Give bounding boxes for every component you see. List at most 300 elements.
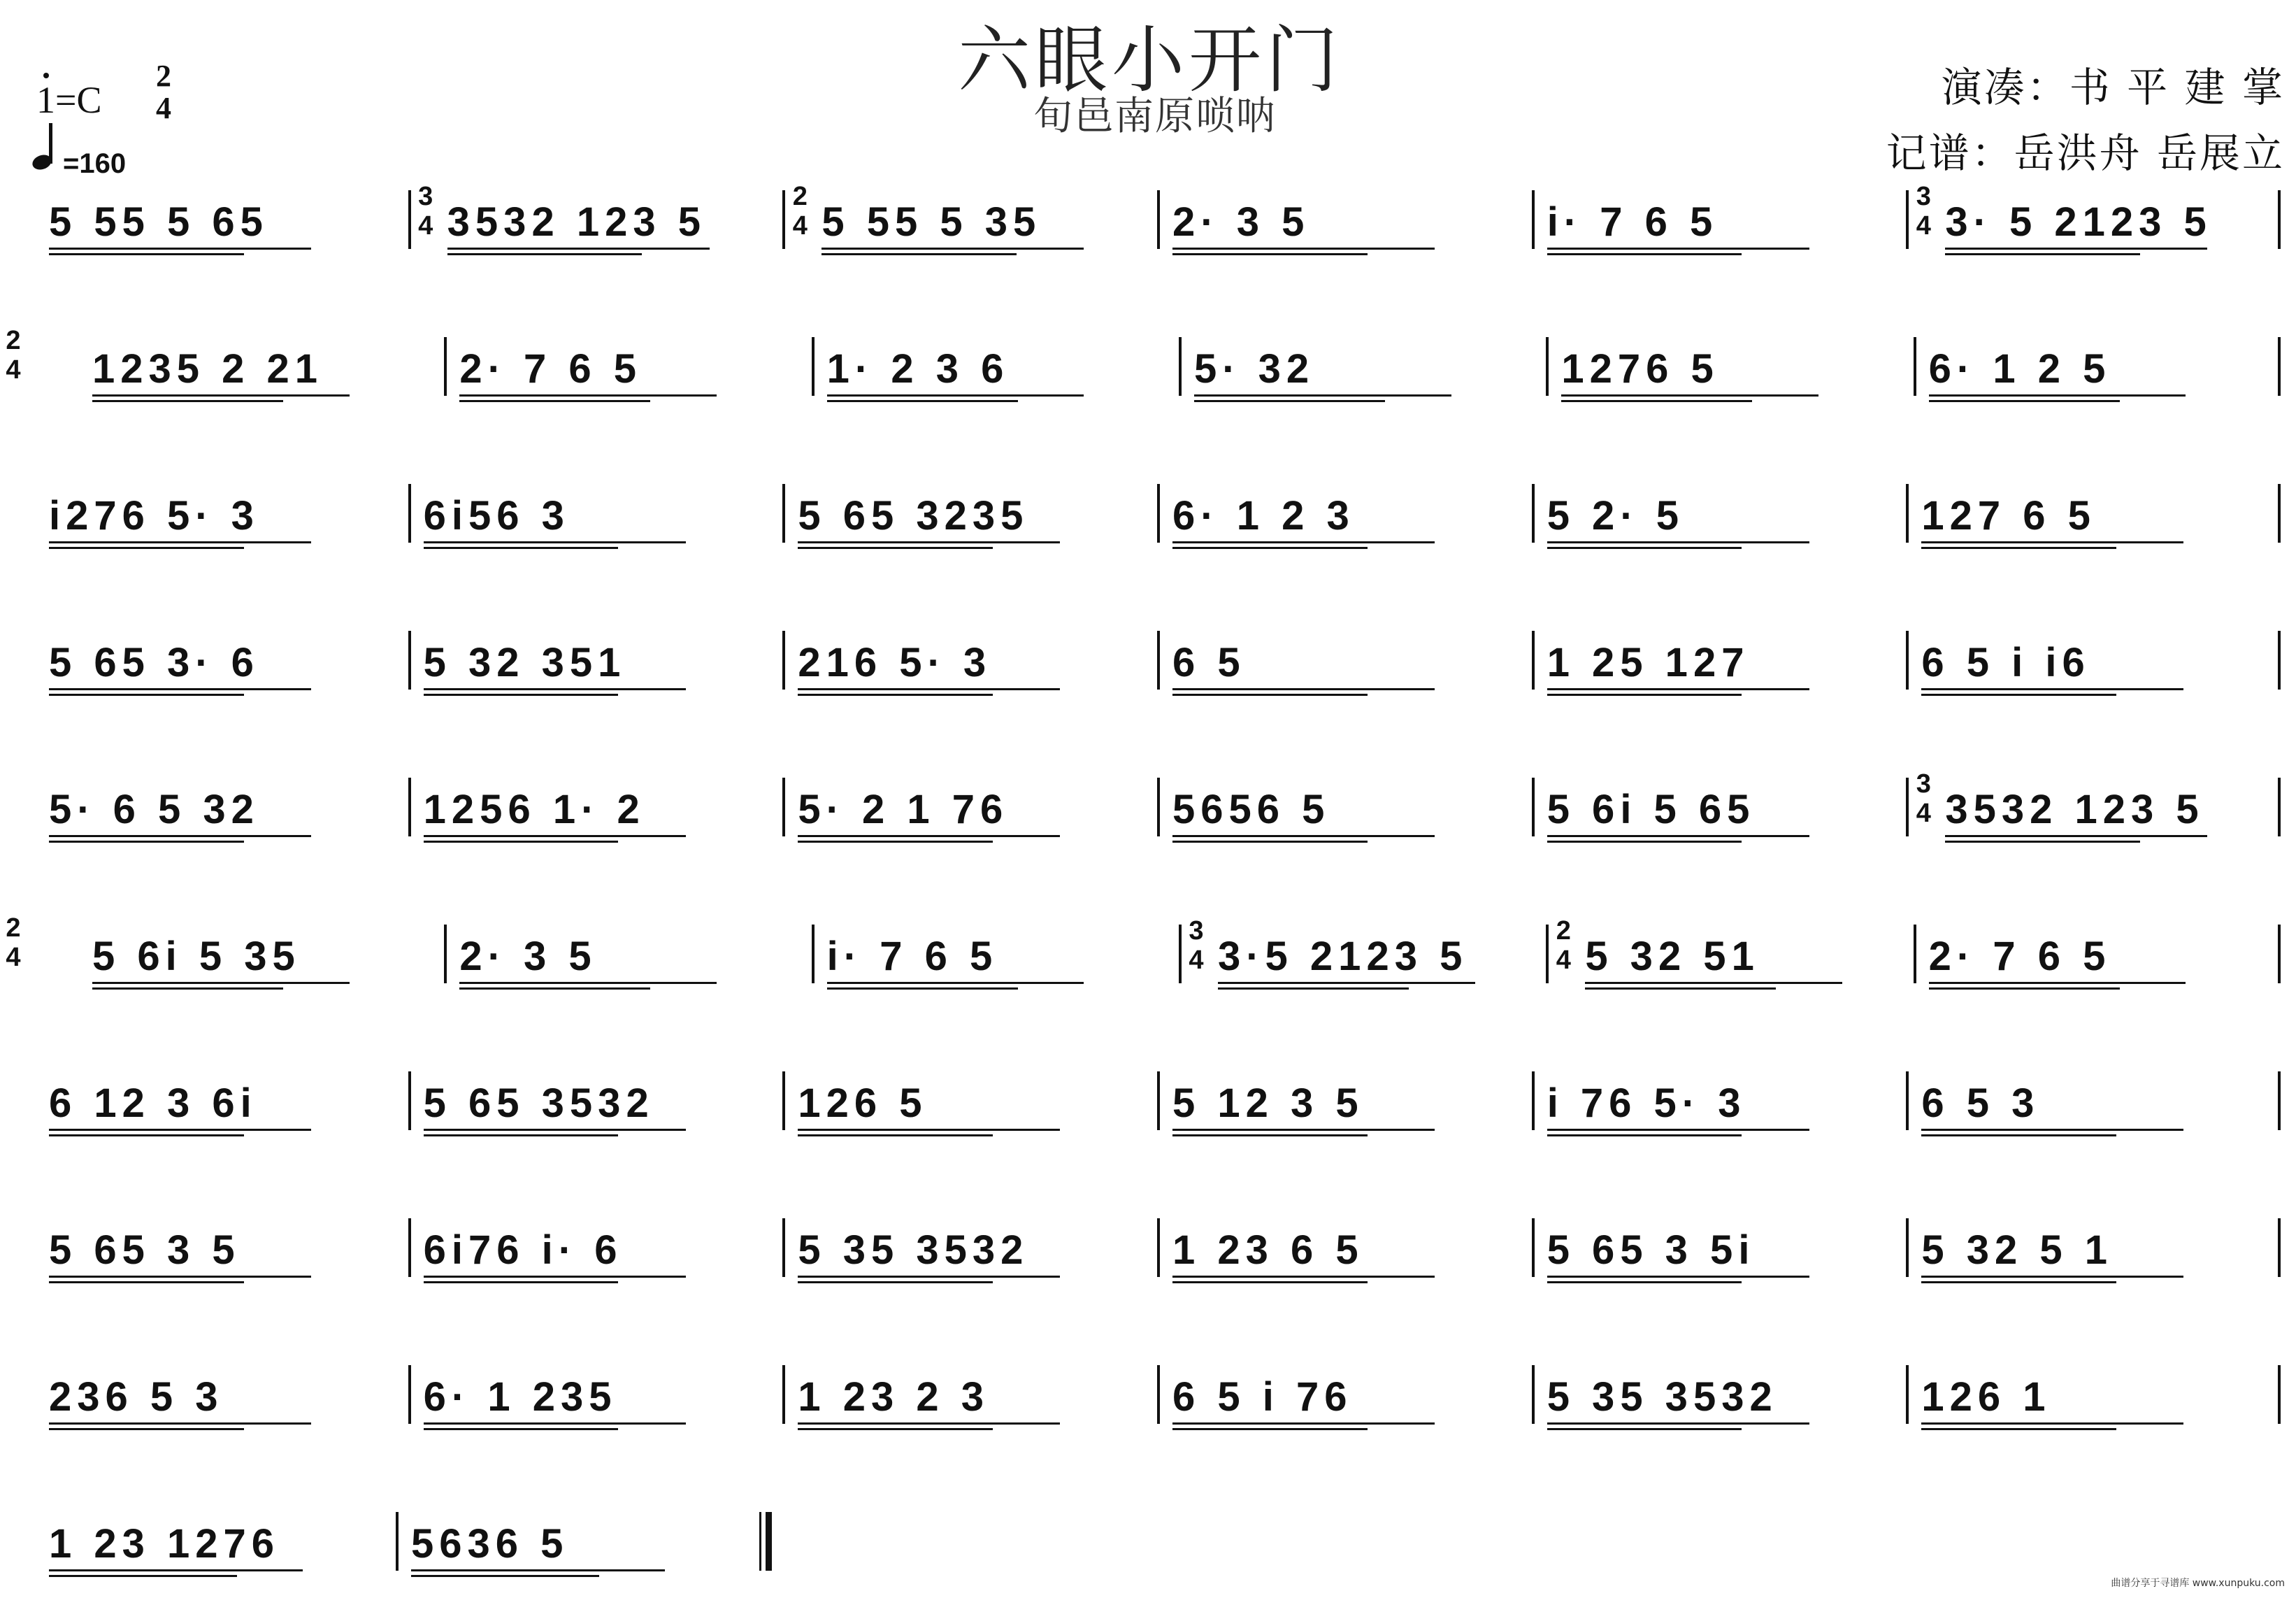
measure-time-signature bbox=[1913, 182, 1934, 241]
underline-beam-double bbox=[1172, 694, 1368, 696]
underline-beam bbox=[424, 541, 686, 543]
measure bbox=[782, 741, 1157, 846]
underline-beam-double bbox=[821, 253, 1017, 255]
measure bbox=[1532, 448, 1907, 552]
measure bbox=[34, 1476, 396, 1581]
measure-notes: 1 23 1276 bbox=[49, 1521, 280, 1567]
measure-notes: 5 55 5 65 bbox=[49, 199, 268, 245]
underline-beam-double bbox=[447, 253, 643, 255]
measure-notes: 1276 5 bbox=[1561, 346, 1719, 392]
measure-notes: 6 5 3 bbox=[1921, 1080, 2040, 1126]
underline-beam bbox=[92, 394, 350, 397]
measure-time-signature bbox=[1913, 769, 1934, 828]
measure bbox=[408, 448, 783, 552]
measure-notes: 6 5 i i6 bbox=[1921, 640, 2090, 685]
underline-beam bbox=[1218, 982, 1475, 984]
row-end-bar-line bbox=[2278, 925, 2281, 983]
measure-notes: 5 35 3532 bbox=[1547, 1374, 1778, 1420]
underline-beam-double bbox=[424, 1281, 619, 1283]
underline-beam-double bbox=[92, 400, 283, 402]
time-signature-top: 2 bbox=[792, 182, 808, 211]
score-subtitle: 旬邑南原唢呐 bbox=[1033, 94, 1277, 139]
score-row bbox=[0, 448, 2296, 559]
bar-line bbox=[1914, 337, 1916, 396]
underline-beam bbox=[821, 248, 1084, 250]
measure bbox=[34, 154, 408, 259]
time-signature-top: 3 bbox=[418, 182, 433, 211]
transcriber-credit: 记谱：岳洪舟 岳展立 bbox=[1886, 129, 2285, 177]
measure-time-signature bbox=[789, 182, 810, 241]
bar-line bbox=[1906, 1071, 1909, 1130]
underline-beam bbox=[798, 1276, 1060, 1278]
underline-beam bbox=[1921, 541, 2183, 543]
measure-notes: 5 12 3 5 bbox=[1172, 1080, 1364, 1126]
underline-beam-double bbox=[49, 694, 244, 696]
underline-beam bbox=[1172, 1422, 1435, 1425]
measure bbox=[812, 888, 1179, 993]
underline-beam bbox=[49, 1276, 311, 1278]
row-measures bbox=[77, 301, 2281, 406]
bar-line bbox=[1906, 1218, 1909, 1277]
measure bbox=[1157, 448, 1532, 552]
underline-beam-double bbox=[424, 1428, 619, 1430]
underline-beam bbox=[49, 248, 311, 250]
underline-beam bbox=[49, 688, 311, 690]
measure bbox=[1532, 154, 1907, 259]
measure-time-signature bbox=[1186, 916, 1207, 975]
underline-beam bbox=[1547, 1129, 1809, 1131]
underline-beam bbox=[1921, 688, 2183, 690]
bar-line bbox=[1532, 190, 1535, 249]
measure bbox=[77, 888, 444, 993]
measure bbox=[1906, 1329, 2281, 1434]
measure-notes: 216 5· 3 bbox=[798, 640, 992, 685]
bar-line bbox=[1532, 778, 1535, 836]
measure-notes: 1 23 2 3 bbox=[798, 1374, 989, 1420]
underline-beam-double bbox=[827, 400, 1018, 402]
bar-line bbox=[1546, 337, 1549, 396]
underline-beam-double bbox=[1172, 253, 1368, 255]
underline-beam-double bbox=[1194, 400, 1385, 402]
bar-line bbox=[1906, 778, 1909, 836]
header-time-bottom: 4 bbox=[156, 91, 171, 125]
measure bbox=[1906, 1035, 2281, 1140]
measure-notes: 5 65 3 5 bbox=[49, 1227, 241, 1273]
underline-beam-double bbox=[1218, 987, 1409, 990]
underline-beam-double bbox=[49, 253, 244, 255]
row-end-bar-line bbox=[2278, 1365, 2281, 1424]
time-signature-bottom: 4 bbox=[1916, 211, 1931, 241]
bar-line bbox=[1906, 484, 1909, 543]
watermark: 曲谱分享于寻谱库 www.xunpuku.com bbox=[2111, 1578, 2285, 1589]
underline-beam bbox=[1172, 1129, 1435, 1131]
underline-beam-double bbox=[92, 987, 283, 990]
underline-beam-double bbox=[49, 1281, 244, 1283]
underline-beam-double bbox=[1547, 694, 1742, 696]
underline-beam bbox=[827, 982, 1084, 984]
underline-beam-double bbox=[1172, 1281, 1368, 1283]
time-signature-bottom: 4 bbox=[792, 211, 808, 241]
underline-beam bbox=[424, 688, 686, 690]
row-end-bar-line bbox=[2278, 190, 2281, 249]
underline-beam bbox=[1945, 248, 2207, 250]
score-row bbox=[0, 888, 2296, 1000]
measure bbox=[1546, 301, 1913, 406]
bar-line bbox=[408, 484, 411, 543]
measure bbox=[34, 1182, 408, 1287]
measure-notes: 6i76 i· 6 bbox=[423, 1227, 623, 1273]
underline-beam-double bbox=[1172, 1134, 1368, 1136]
row-measures bbox=[34, 1329, 2281, 1434]
bar-line bbox=[1906, 631, 1909, 690]
underline-beam bbox=[424, 1129, 686, 1131]
underline-beam-double bbox=[798, 1281, 993, 1283]
underline-beam bbox=[49, 1129, 311, 1131]
header-time-signature bbox=[150, 60, 178, 124]
underline-beam-double bbox=[1929, 987, 2120, 990]
measure-notes: 3532 123 5 bbox=[1945, 787, 2204, 832]
row-measures bbox=[34, 154, 2281, 259]
row-time-signature bbox=[3, 326, 24, 385]
underline-beam bbox=[459, 982, 717, 984]
measure-notes: 6 5 i 76 bbox=[1172, 1374, 1353, 1420]
measure bbox=[1532, 1182, 1907, 1287]
underline-beam bbox=[459, 394, 717, 397]
bar-line bbox=[396, 1512, 399, 1571]
bar-line bbox=[1157, 1071, 1160, 1130]
underline-beam-double bbox=[1172, 841, 1368, 843]
underline-beam-double bbox=[1921, 1428, 2116, 1430]
underline-beam-double bbox=[1921, 547, 2116, 549]
underline-beam bbox=[798, 835, 1060, 837]
measure bbox=[408, 1329, 783, 1434]
measure bbox=[1179, 888, 1546, 993]
underline-beam-double bbox=[1921, 1281, 2116, 1283]
measure-notes: 6· 1 235 bbox=[423, 1374, 617, 1420]
measure bbox=[782, 448, 1157, 552]
measure bbox=[782, 594, 1157, 699]
time-signature-top: 3 bbox=[1916, 182, 1931, 211]
underline-beam bbox=[1929, 982, 2186, 984]
underline-beam-double bbox=[49, 1575, 237, 1577]
row-measures bbox=[34, 741, 2281, 846]
underline-beam bbox=[1921, 1129, 2183, 1131]
underline-beam-double bbox=[798, 1428, 993, 1430]
underline-beam bbox=[1172, 541, 1435, 543]
row-measures bbox=[34, 1182, 2281, 1287]
measure-notes: 5 32 351 bbox=[423, 640, 626, 685]
measure bbox=[34, 1329, 408, 1434]
row-end-bar-line bbox=[2278, 484, 2281, 543]
measure-notes: i 76 5· 3 bbox=[1547, 1080, 1746, 1126]
bar-line bbox=[782, 778, 785, 836]
measure-notes: 1 25 127 bbox=[1547, 640, 1750, 685]
time-signature-top: 3 bbox=[1916, 769, 1931, 799]
bar-line bbox=[444, 925, 447, 983]
measure bbox=[1157, 1035, 1532, 1140]
underline-beam-double bbox=[1547, 253, 1742, 255]
underline-beam bbox=[1929, 394, 2186, 397]
header-time-top: 2 bbox=[156, 59, 171, 93]
bar-line bbox=[1157, 1218, 1160, 1277]
measure-notes: 5 32 51 bbox=[1585, 934, 1760, 979]
bar-line bbox=[408, 190, 411, 249]
bar-line bbox=[408, 631, 411, 690]
underline-beam-double bbox=[424, 694, 619, 696]
bar-line bbox=[408, 1071, 411, 1130]
measure-notes: 127 6 5 bbox=[1921, 493, 2096, 538]
score-row bbox=[0, 741, 2296, 853]
score-row bbox=[0, 594, 2296, 706]
bar-line bbox=[1906, 190, 1909, 249]
bar-line bbox=[782, 190, 785, 249]
measure bbox=[34, 741, 408, 846]
score-row bbox=[0, 301, 2296, 413]
underline-beam bbox=[49, 835, 311, 837]
measure bbox=[782, 1182, 1157, 1287]
measure-notes: 5 65 3· 6 bbox=[49, 640, 259, 685]
measure-notes: 5 2· 5 bbox=[1547, 493, 1685, 538]
bar-line bbox=[782, 1218, 785, 1277]
bar-line bbox=[1179, 925, 1182, 983]
underline-beam bbox=[411, 1569, 665, 1571]
bar-line bbox=[408, 1218, 411, 1277]
score-row bbox=[0, 1476, 2296, 1588]
bar-line bbox=[1157, 631, 1160, 690]
measure bbox=[1906, 594, 2281, 699]
bar-line bbox=[1532, 1365, 1535, 1424]
row-end-bar-line bbox=[2278, 631, 2281, 690]
measure-notes: 5· 6 5 32 bbox=[49, 787, 259, 832]
measure-notes: 2· 3 5 bbox=[459, 934, 597, 979]
underline-beam-double bbox=[1547, 547, 1742, 549]
measure-time-signature bbox=[415, 182, 436, 241]
measure-notes: 5 6i 5 65 bbox=[1547, 787, 1756, 832]
underline-beam-double bbox=[424, 841, 619, 843]
row-measures bbox=[34, 448, 2281, 552]
underline-beam bbox=[1547, 835, 1809, 837]
underline-beam-double bbox=[424, 1134, 619, 1136]
measure-notes: 5 65 3 5i bbox=[1547, 1227, 1756, 1273]
measure bbox=[1906, 741, 2281, 846]
underline-beam-double bbox=[798, 694, 993, 696]
underline-beam-double bbox=[49, 1134, 244, 1136]
underline-beam bbox=[49, 541, 311, 543]
time-signature-top: 2 bbox=[6, 913, 21, 943]
underline-beam-double bbox=[1547, 1134, 1742, 1136]
measure bbox=[34, 448, 408, 552]
bar-line bbox=[1532, 484, 1535, 543]
measure-notes: 5 32 5 1 bbox=[1921, 1227, 2113, 1273]
underline-beam-double bbox=[798, 1134, 993, 1136]
underline-beam-double bbox=[49, 547, 244, 549]
row-end-bar-line bbox=[2278, 778, 2281, 836]
key-dot-mark bbox=[43, 73, 49, 78]
row-measures bbox=[34, 1476, 758, 1581]
time-signature-bottom: 4 bbox=[6, 355, 21, 385]
measure-notes: 2· 7 6 5 bbox=[1928, 934, 2111, 979]
bar-line bbox=[1179, 337, 1182, 396]
underline-beam-double bbox=[1945, 841, 2140, 843]
row-time-signature bbox=[3, 913, 24, 972]
measure bbox=[1532, 594, 1907, 699]
underline-beam-double bbox=[1172, 547, 1368, 549]
underline-beam bbox=[1547, 248, 1809, 250]
measure bbox=[1157, 154, 1532, 259]
underline-beam-double bbox=[1547, 1428, 1742, 1430]
underline-beam bbox=[49, 1569, 303, 1571]
underline-beam-double bbox=[49, 1428, 244, 1430]
performer-credit: 演凑：书 平 建 掌 bbox=[1941, 64, 2285, 111]
bar-line bbox=[1546, 925, 1549, 983]
underline-beam-double bbox=[49, 841, 244, 843]
underline-beam-double bbox=[798, 841, 993, 843]
measure-notes: 1 23 6 5 bbox=[1172, 1227, 1364, 1273]
measure bbox=[1532, 741, 1907, 846]
time-signature-bottom: 4 bbox=[1916, 799, 1931, 828]
measure-notes: 2· 3 5 bbox=[1172, 199, 1310, 245]
measure bbox=[1532, 1329, 1907, 1434]
measure bbox=[34, 594, 408, 699]
measure-notes: 3532 123 5 bbox=[447, 199, 706, 245]
time-signature-bottom: 4 bbox=[6, 943, 21, 972]
underline-beam-double bbox=[424, 547, 619, 549]
measure bbox=[1906, 154, 2281, 259]
measure bbox=[408, 1035, 783, 1140]
measure bbox=[812, 301, 1179, 406]
underline-beam-double bbox=[1945, 253, 2140, 255]
measure-notes: 5· 2 1 76 bbox=[798, 787, 1009, 832]
measure-notes: 6 5 bbox=[1172, 640, 1246, 685]
measure-notes: 5· 32 bbox=[1193, 346, 1315, 392]
bar-line bbox=[1157, 190, 1160, 249]
score-row bbox=[0, 154, 2296, 266]
measure bbox=[408, 741, 783, 846]
underline-beam bbox=[798, 541, 1060, 543]
underline-beam bbox=[1945, 835, 2207, 837]
bar-line bbox=[1914, 925, 1916, 983]
underline-beam bbox=[92, 982, 350, 984]
measure-notes: 1256 1· 2 bbox=[423, 787, 645, 832]
bar-line bbox=[782, 1071, 785, 1130]
row-end-bar-line bbox=[2278, 1218, 2281, 1277]
bar-line bbox=[1532, 631, 1535, 690]
measure-notes: 5 35 3532 bbox=[798, 1227, 1029, 1273]
measure-notes: 236 5 3 bbox=[49, 1374, 224, 1420]
measure-notes: 5 6i 5 35 bbox=[92, 934, 301, 979]
bar-line bbox=[408, 778, 411, 836]
measure bbox=[408, 1182, 783, 1287]
bar-line bbox=[812, 925, 815, 983]
underline-beam bbox=[1172, 688, 1435, 690]
bar-line bbox=[782, 631, 785, 690]
measure bbox=[444, 888, 811, 993]
underline-beam bbox=[49, 1422, 311, 1425]
time-signature-bottom: 4 bbox=[1189, 946, 1204, 975]
measure-notes: 6· 1 2 3 bbox=[1172, 493, 1355, 538]
time-signature-bottom: 4 bbox=[1556, 946, 1571, 975]
time-signature-top: 2 bbox=[1556, 916, 1571, 946]
bar-line bbox=[408, 1365, 411, 1424]
underline-beam bbox=[1547, 1276, 1809, 1278]
measure-notes: 1235 2 21 bbox=[92, 346, 324, 392]
measure bbox=[1914, 888, 2281, 993]
bar-line bbox=[1157, 484, 1160, 543]
underline-beam bbox=[1172, 248, 1435, 250]
measure-time-signature bbox=[1553, 916, 1574, 975]
underline-beam bbox=[447, 248, 710, 250]
measure bbox=[782, 1035, 1157, 1140]
measure bbox=[1157, 741, 1532, 846]
row-measures bbox=[34, 594, 2281, 699]
underline-beam-double bbox=[827, 987, 1018, 990]
bar-line bbox=[812, 337, 815, 396]
measure-notes: i· 7 6 5 bbox=[1547, 199, 1719, 245]
underline-beam bbox=[424, 835, 686, 837]
bar-line bbox=[1157, 778, 1160, 836]
underline-beam bbox=[1194, 394, 1451, 397]
underline-beam bbox=[424, 1276, 686, 1278]
measure-notes: 5 65 3235 bbox=[798, 493, 1029, 538]
underline-beam bbox=[798, 1129, 1060, 1131]
measure bbox=[1157, 1329, 1532, 1434]
measure bbox=[782, 154, 1157, 259]
measure bbox=[1157, 594, 1532, 699]
bar-line bbox=[1532, 1071, 1535, 1130]
bar-line bbox=[1157, 1365, 1160, 1424]
score-title: 六眼小开门 bbox=[958, 17, 1343, 103]
time-signature-top: 3 bbox=[1189, 916, 1204, 946]
measure bbox=[1906, 448, 2281, 552]
measure-notes: 3·5 2123 5 bbox=[1217, 934, 1468, 979]
underline-beam bbox=[1547, 1422, 1809, 1425]
measure-notes: 5 65 3532 bbox=[423, 1080, 654, 1126]
measure-notes: 5 55 5 35 bbox=[821, 199, 1042, 245]
measure-notes: 1· 2 3 6 bbox=[826, 346, 1010, 392]
bar-line bbox=[782, 484, 785, 543]
measure-notes: 6· 1 2 5 bbox=[1928, 346, 2111, 392]
row-end-bar-line bbox=[2278, 337, 2281, 396]
time-signature-bottom: 4 bbox=[418, 211, 433, 241]
underline-beam-double bbox=[798, 547, 993, 549]
underline-beam-double bbox=[1561, 400, 1752, 402]
bar-line bbox=[1906, 1365, 1909, 1424]
measure-notes: 126 1 bbox=[1921, 1374, 2051, 1420]
measure bbox=[782, 1329, 1157, 1434]
underline-beam bbox=[1585, 982, 1842, 984]
measure bbox=[408, 594, 783, 699]
underline-beam bbox=[1547, 688, 1809, 690]
final-bar-line bbox=[759, 1512, 772, 1571]
bar-line bbox=[444, 337, 447, 396]
measure bbox=[1546, 888, 1913, 993]
underline-beam-double bbox=[411, 1575, 599, 1577]
underline-beam-double bbox=[1929, 400, 2120, 402]
underline-beam-double bbox=[1585, 987, 1776, 990]
key-signature: 1=C bbox=[36, 79, 102, 121]
underline-beam-double bbox=[1921, 694, 2116, 696]
measure-notes: i276 5· 3 bbox=[49, 493, 259, 538]
measure-notes: 5656 5 bbox=[1172, 787, 1330, 832]
underline-beam-double bbox=[1547, 1281, 1742, 1283]
row-measures bbox=[77, 888, 2281, 993]
measure-notes: 5636 5 bbox=[411, 1521, 569, 1567]
measure bbox=[1906, 1182, 2281, 1287]
measure bbox=[77, 301, 444, 406]
measure-notes: 3· 5 2123 5 bbox=[1945, 199, 2212, 245]
tempo-marking: =160 bbox=[63, 148, 127, 179]
measure-notes: 6i56 3 bbox=[423, 493, 570, 538]
